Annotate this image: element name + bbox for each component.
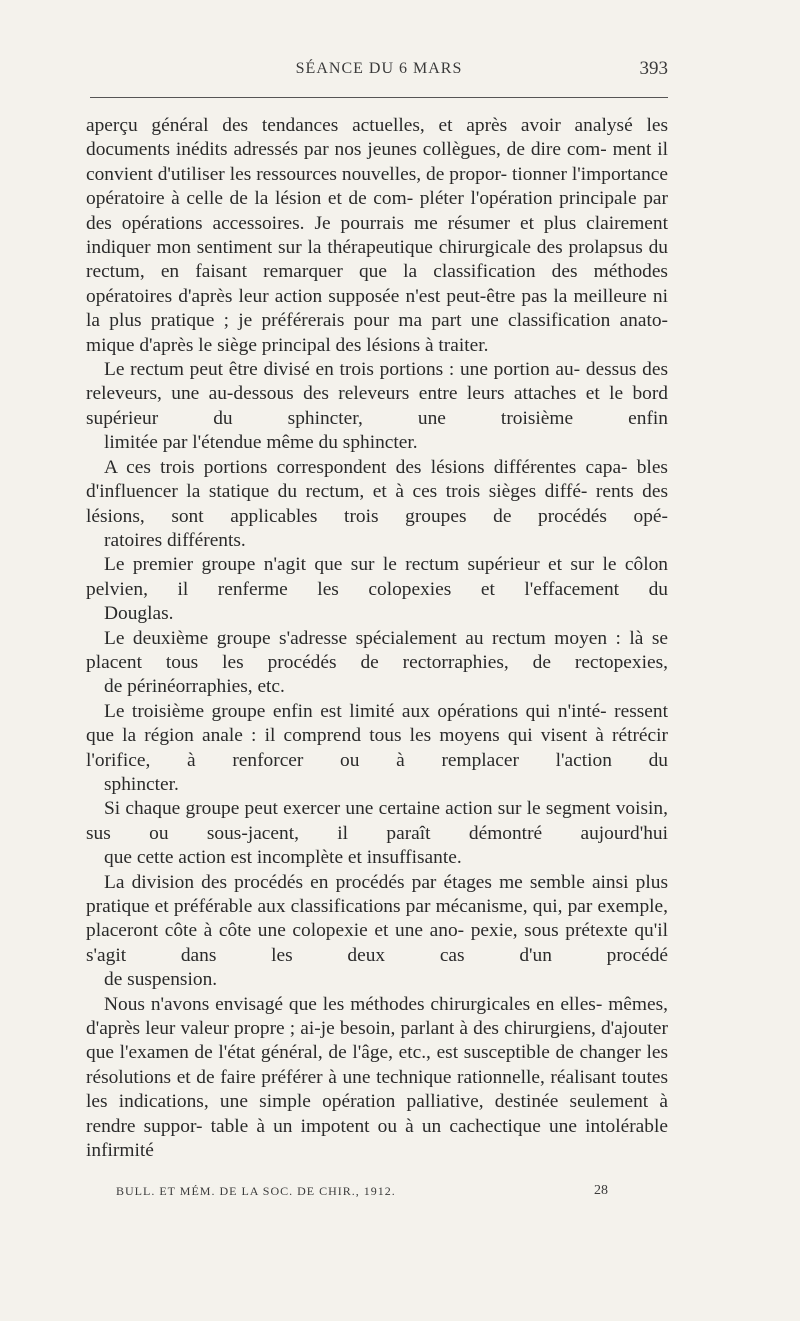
- text-line: Si chaque groupe peut exercer une certaine action sur le: [104, 798, 541, 820]
- text-line: Le rectum peut être divisé en trois portions : une portion au-: [104, 359, 581, 381]
- body-text: [86, 114, 668, 1163]
- text-line: une technique rationnelle, réalisant toutes les indications, une: [86, 1066, 668, 1113]
- running-title: SÉANCE DU 6 MARS: [295, 60, 463, 77]
- page-number: 393: [639, 58, 668, 79]
- text-line: Le troisième groupe enfin est limité aux opérations qui n'inté-: [104, 700, 607, 722]
- text-line: mêmes, d'après leur valeur propre ; ai-je besoin, parlant à des: [86, 993, 668, 1040]
- text-line: ressent que la région anale : il comprend tous les moyens qui: [86, 700, 668, 747]
- text-line: chirurgiens, d'ajouter que l'examen de l'état général, de l'âge, etc.,: [86, 1018, 668, 1064]
- text-line-last: limitée par l'étendue même du sphincter.: [104, 432, 418, 454]
- text-line: pexie, sous prétexte qu'il s'agit dans les deux cas d'un procédé: [86, 920, 668, 966]
- text-line: sur la thérapeutique chirurgicale des prolapsus du rectum, en: [86, 237, 668, 283]
- text-line-last: sphincter.: [104, 773, 179, 795]
- text-line-last: mique d'après le siège principal des lésions à traiter.: [86, 334, 489, 356]
- paragraph: [86, 871, 668, 993]
- paragraph: [86, 553, 668, 626]
- text-line: ment il convient d'utiliser les ressources nouvelles, de propor-: [86, 139, 668, 185]
- page-footer: [116, 1184, 616, 1206]
- journal-reference: BULL. ET MÉM. DE LA SOC. DE CHIR., 1912.: [116, 1184, 396, 1198]
- header-rule: [90, 97, 668, 98]
- text-line: tionner l'importance opératoire à celle de la lésion et de com-: [86, 163, 668, 210]
- text-line: ainsi plus pratique et préférable aux classifications par mécanisme,: [86, 871, 669, 917]
- text-line: Le premier groupe n'agit que sur le rectum supérieur et sur: [104, 554, 595, 576]
- text-line: là se placent tous les procédés de rectorraphies, de rectopexies,: [86, 627, 668, 673]
- paragraph: [86, 797, 668, 870]
- text-line: simple opération palliative, destinée seulement à rendre suppor-: [86, 1091, 668, 1137]
- text-line: La division des procédés en procédés par étages me semble: [104, 871, 585, 893]
- text-line: dessus des releveurs, une au-dessous des releveurs entre leurs: [86, 359, 668, 405]
- text-line: Nous n'avons envisagé que les méthodes chirurgicales en elles-: [104, 993, 603, 1015]
- text-line-last: ratoires différents.: [104, 529, 246, 551]
- text-line: qui, par exemple, placeront côte à côte une colopexie et une ano-: [86, 896, 668, 942]
- text-line: visent à rétrécir l'orifice, à renforcer ou à remplacer l'action du: [86, 725, 668, 771]
- text-line: rents des lésions, sont applicables trois groupes de procédés opé-: [86, 481, 668, 527]
- text-line: le côlon pelvien, il renferme les colopexies et l'effacement du: [86, 554, 668, 600]
- paragraph: [86, 700, 668, 798]
- paragraph: [86, 358, 668, 456]
- paragraph: [86, 993, 668, 1164]
- text-line: est susceptible de changer les résolutions et de faire préférer à: [86, 1042, 668, 1088]
- text-line: pléter l'opération principale par des opérations accessoires. Je: [86, 188, 668, 234]
- paragraph: [86, 456, 668, 554]
- text-line: plus pratique ; je préférerais pour ma part une classification anato-: [109, 310, 668, 332]
- text-line: d'après leur action supposée n'est peut-être pas la meilleure ni la: [86, 285, 668, 332]
- text-line: documents inédits adressés par nos jeunes collègues, de dire com-: [86, 139, 607, 161]
- paragraph: [86, 627, 668, 700]
- text-line: segment voisin, sus ou sous-jacent, il paraît démontré aujourd'hui: [86, 798, 668, 844]
- text-line: A ces trois portions correspondent des lésions différentes capa-: [104, 456, 628, 478]
- text-line-last: de suspension.: [104, 969, 218, 991]
- text-line: faisant remarquer que la classification des méthodes opératoires: [86, 261, 668, 307]
- text-line-last: que cette action est incomplète et insuffisante.: [104, 847, 462, 869]
- text-line: aperçu général des tendances actuelles, et après avoir analysé les: [86, 115, 668, 136]
- page-header: [90, 58, 668, 88]
- text-line: attaches et le bord supérieur du sphincter, une troisième enfin: [86, 383, 668, 429]
- text-line: Le deuxième groupe s'adresse spécialement au rectum moyen :: [104, 627, 621, 649]
- text-line: table à un impotent ou à un cachectique une intolérable infirmité: [86, 1115, 668, 1162]
- text-line: bles d'influencer la statique du rectum, et à ces trois sièges diffé-: [86, 456, 668, 503]
- paragraph: [86, 114, 668, 358]
- text-line: pourrais me résumer et plus clairement indiquer mon sentiment: [86, 212, 668, 259]
- signature-mark: 28: [594, 1183, 608, 1198]
- text-line-last: Douglas.: [104, 603, 174, 625]
- text-line-last: de périnéorraphies, etc.: [104, 676, 285, 698]
